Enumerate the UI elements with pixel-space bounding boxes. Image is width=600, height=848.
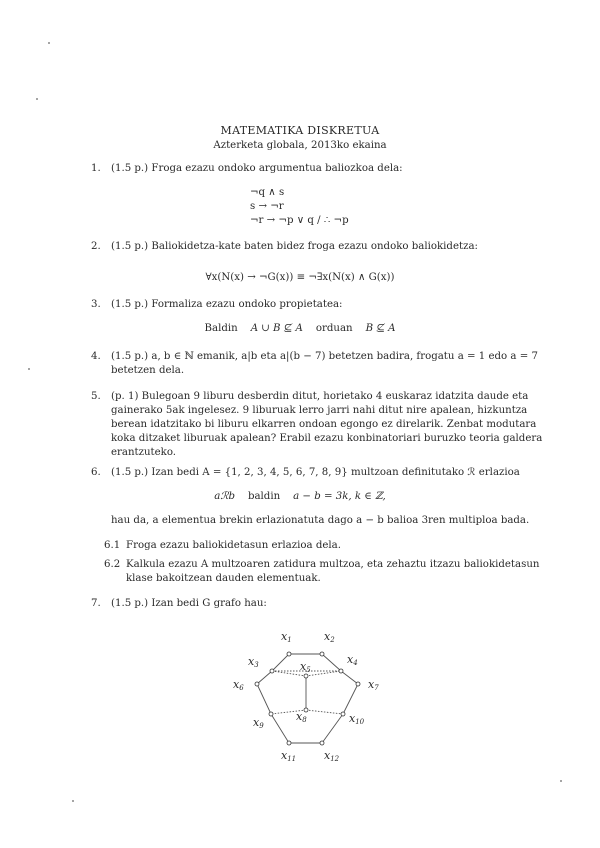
graph-vertex <box>320 652 324 656</box>
problem-6-explanation: hau da, a elementua brekin erlazionatuta dago a − b balioa 3ren multiploa bada. <box>111 515 530 526</box>
problem-text: (1.5 p.) Izan bedi A = {1, 2, 3, 4, 5, 6, 7, 8, 9} multzoan definitutako ℛ erlazioa <box>111 467 520 478</box>
graph-vertex <box>341 712 345 716</box>
graph-edge <box>306 710 343 714</box>
graph-edge <box>322 714 343 743</box>
graph-vertex-label: x2 <box>324 630 335 644</box>
graph-vertex <box>287 741 291 745</box>
subproblem-number: 6.2 <box>104 559 121 570</box>
subproblem-text: Froga ezazu baliokidetasun erlazioa dela. <box>126 540 341 551</box>
formula-premise: A ∪ B ⊈ A <box>250 323 303 334</box>
graph-edge <box>257 671 272 684</box>
graph-vertex-label: x1 <box>281 630 292 644</box>
graph-vertex-label: x10 <box>349 712 365 726</box>
graph-vertex-label: x8 <box>296 710 307 724</box>
subproblem-number: 6.1 <box>104 540 121 551</box>
graph-edge <box>341 671 358 684</box>
premise: s → ¬r <box>250 201 284 212</box>
page-title: MATEMATIKA DISKRETUA <box>220 124 380 137</box>
problem-text: (1.5 p.) Froga ezazu ondoko argumentua baliozkoa dela: <box>111 163 403 174</box>
equivalence-formula: ∀x(N(x) → ¬G(x)) ≡ ¬∃x(N(x) ∧ G(x)) <box>205 272 395 283</box>
problem-text: (1.5 p.) Formaliza ezazu ondoko propietatea: <box>111 299 343 310</box>
page-subtitle: Azterketa globala, 2013ko ekaina <box>213 140 387 151</box>
graph-edge <box>271 714 289 743</box>
graph-vertex <box>356 682 360 686</box>
graph-vertex <box>339 669 343 673</box>
graph-edge <box>272 654 289 671</box>
problem-number: 2. <box>91 241 101 252</box>
formula-then: orduan <box>315 323 353 334</box>
formula-if: Baldin <box>204 323 238 334</box>
graph-vertex <box>320 741 324 745</box>
premise: ¬q ∧ s <box>250 187 285 198</box>
relation-if: baldin <box>247 491 281 502</box>
relation-left: aℛb <box>214 491 235 502</box>
graph-vertex-label: x4 <box>347 653 358 667</box>
graph-vertex-label: x3 <box>248 655 259 669</box>
graph-vertex <box>304 708 308 712</box>
problem-number: 3. <box>91 299 101 310</box>
subproblem-text: Kalkula ezazu A multzoaren zatidura multzoa, eta zehaztu itzazu baliokidetasun klase bakoitzean dauden elementuak. <box>126 559 540 584</box>
problem-text: (1.5 p.) Baliokidetza-kate baten bidez froga ezazu ondoko baliokidetza: <box>111 241 478 252</box>
graph-edge <box>257 684 271 714</box>
problem-text: (1.5 p.) a, b ∈ ℕ emanik, a|b eta a|(b − 7) betetzen badira, frogatu a = 1 edo a = 7 betetzen dela. <box>111 351 538 376</box>
graph-vertex-label: x9 <box>253 716 264 730</box>
premise-conclusion: ¬r → ¬p ∨ q / ∴ ¬p <box>250 215 349 226</box>
problem-text: (1.5 p.) Izan bedi G grafo hau: <box>111 598 267 609</box>
problem-number: 7. <box>91 598 101 609</box>
relation-condition: a − b = 3k, k ∈ ℤ, <box>293 491 386 502</box>
graph-vertex <box>304 674 308 678</box>
graph-vertex-label: x6 <box>233 678 244 692</box>
graph-edge <box>322 654 341 671</box>
graph-vertex <box>287 652 291 656</box>
problem-number: 6. <box>91 467 101 478</box>
graph-vertex-label: x11 <box>281 749 297 763</box>
problem-number: 5. <box>91 391 101 402</box>
graph-vertex-label: x7 <box>368 678 379 692</box>
problem-text: (p. 1) Bulegoan 9 liburu desberdin ditut, horietako 4 euskaraz idatzita daude eta gainerako 5ak ingelesez. 9 liburuak lerro jarri nahi ditut nire apalean, hizkuntza berean idatzitako bi liburu elkarren ondoan egongo ez direlarik. Zenbat modutara koka ditzaket liburuak apalean? Erabil ezazu konbinatoriari buruzko teoria galdera erantzuteko. <box>111 391 543 458</box>
graph-edge <box>343 684 358 714</box>
problem-number: 1. <box>91 163 101 174</box>
graph-vertex <box>270 669 274 673</box>
graph-vertex <box>255 682 259 686</box>
graph-vertex <box>269 712 273 716</box>
problem-number: 4. <box>91 351 101 362</box>
formula-consequent: B ⊈ A <box>365 323 396 334</box>
graph-edge <box>306 671 341 676</box>
graph-vertex-label: x5 <box>300 660 311 674</box>
graph-vertex-label: x12 <box>324 749 340 763</box>
